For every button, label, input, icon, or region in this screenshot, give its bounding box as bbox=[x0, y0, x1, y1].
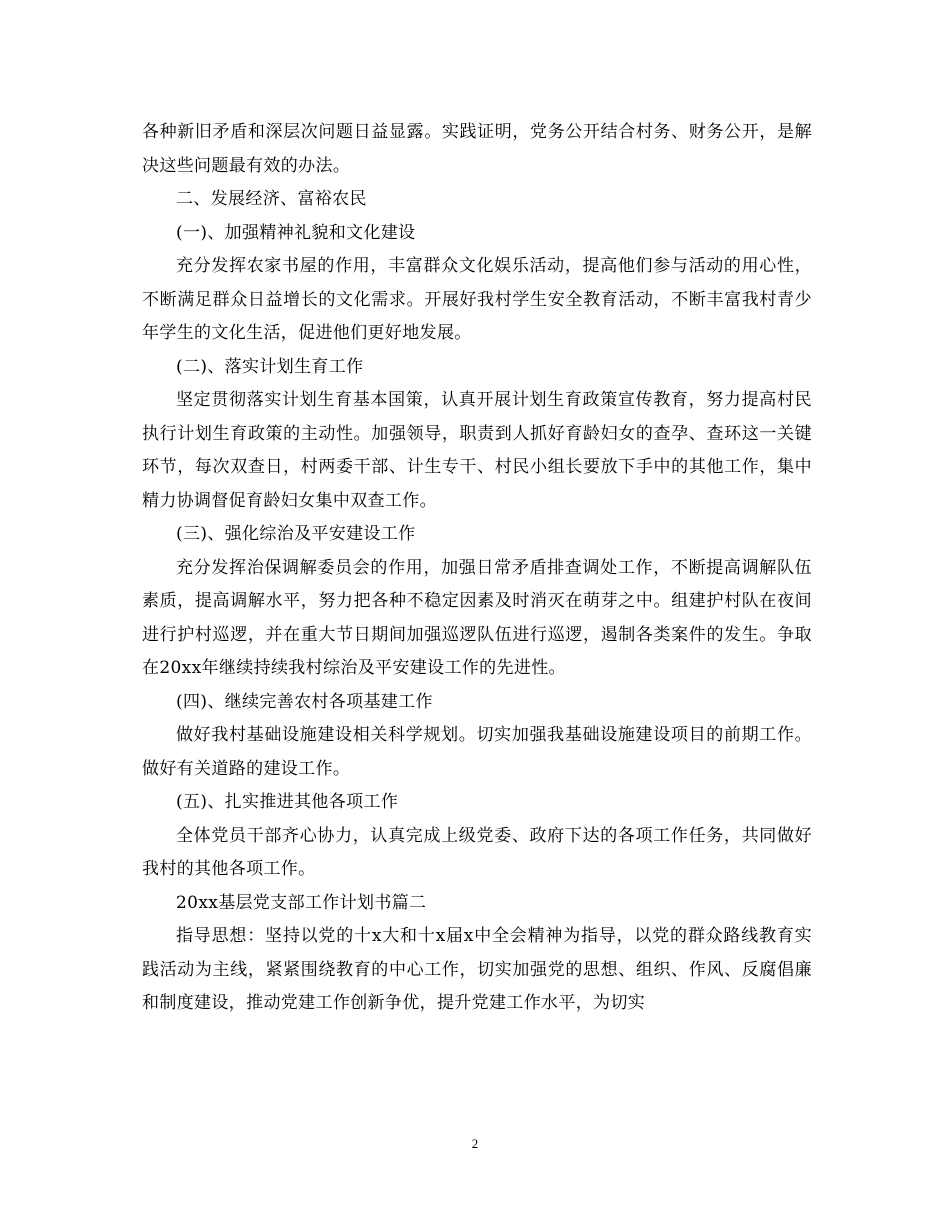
subsection-heading: (二)、落实计划生育工作 bbox=[176, 356, 364, 377]
subsection-heading: (一)、加强精神礼貌和文化建设 bbox=[176, 222, 416, 243]
subsection-heading: (三)、强化综治及平安建设工作 bbox=[176, 524, 416, 544]
subsection-heading: (四)、继续完善农村各项基建工作 bbox=[176, 691, 433, 712]
paragraph: 坚定贯彻落实计划生育基本国策，认真开展计划生育政策宣传教育，努力提高村民执行计划生育政策的主动性。加强领导，职责到人抓好育龄妇女的查孕、查环这一关键环节，每次双查日，村两委干部、计生专干、村民小组长要放下手中的其他工作，集中精力协调督促育龄妇女集中双查工作。 bbox=[142, 390, 812, 511]
paragraph: 做好我村基础设施建设相关科学规划。切实加强我基础设施建设项目的前期工作。做好有关道路的建设工作。 bbox=[142, 725, 812, 779]
paragraph: 全体党员干部齐心协力，认真完成上级党委、政府下达的各项工作任务，共同做好我村的其他各项工作。 bbox=[142, 825, 812, 879]
paragraph: 充分发挥农家书屋的作用，丰富群众文化娱乐活动，提高他们参与活动的用心性，不断满足群众日益增长的文化需求。开展好我村学生安全教育活动，不断丰富我村青少年学生的文化生活，促进他们更好地发展。 bbox=[142, 256, 812, 343]
document-body bbox=[142, 116, 812, 1021]
section-heading: 二、发展经济、富裕农民 bbox=[176, 189, 367, 209]
paragraph: 指导思想：坚持以党的十x大和十x届x中全会精神为指导，以党的群众路线教育实践活动为主线，紧紧围绕教育的中心工作，切实加强党的思想、组织、作风、反腐倡廉和制度建设，推动党建工作创新争优，提升党建工作水平，为切实 bbox=[142, 926, 812, 1013]
article-title: 20xx基层党支部工作计划书篇二 bbox=[176, 892, 427, 913]
page-number: 2 bbox=[471, 1136, 479, 1151]
subsection-heading: (五)、扎实推进其他各项工作 bbox=[176, 792, 399, 812]
paragraph: 各种新旧矛盾和深层次问题日益显露。实践证明，党务公开结合村务、财务公开，是解决这些问题最有效的办法。 bbox=[142, 122, 812, 176]
paragraph: 充分发挥治保调解委员会的作用，加强日常矛盾排查调处工作，不断提高调解队伍素质，提高调解水平，努力把各种不稳定因素及时消灭在萌芽之中。组建护村队在夜间进行护村巡逻，并在重大节日期间加强巡逻队伍进行巡逻，遏制各类案件的发生。争取在20xx年继续持续我村综治及平安建设工作的先进性。 bbox=[142, 557, 812, 678]
